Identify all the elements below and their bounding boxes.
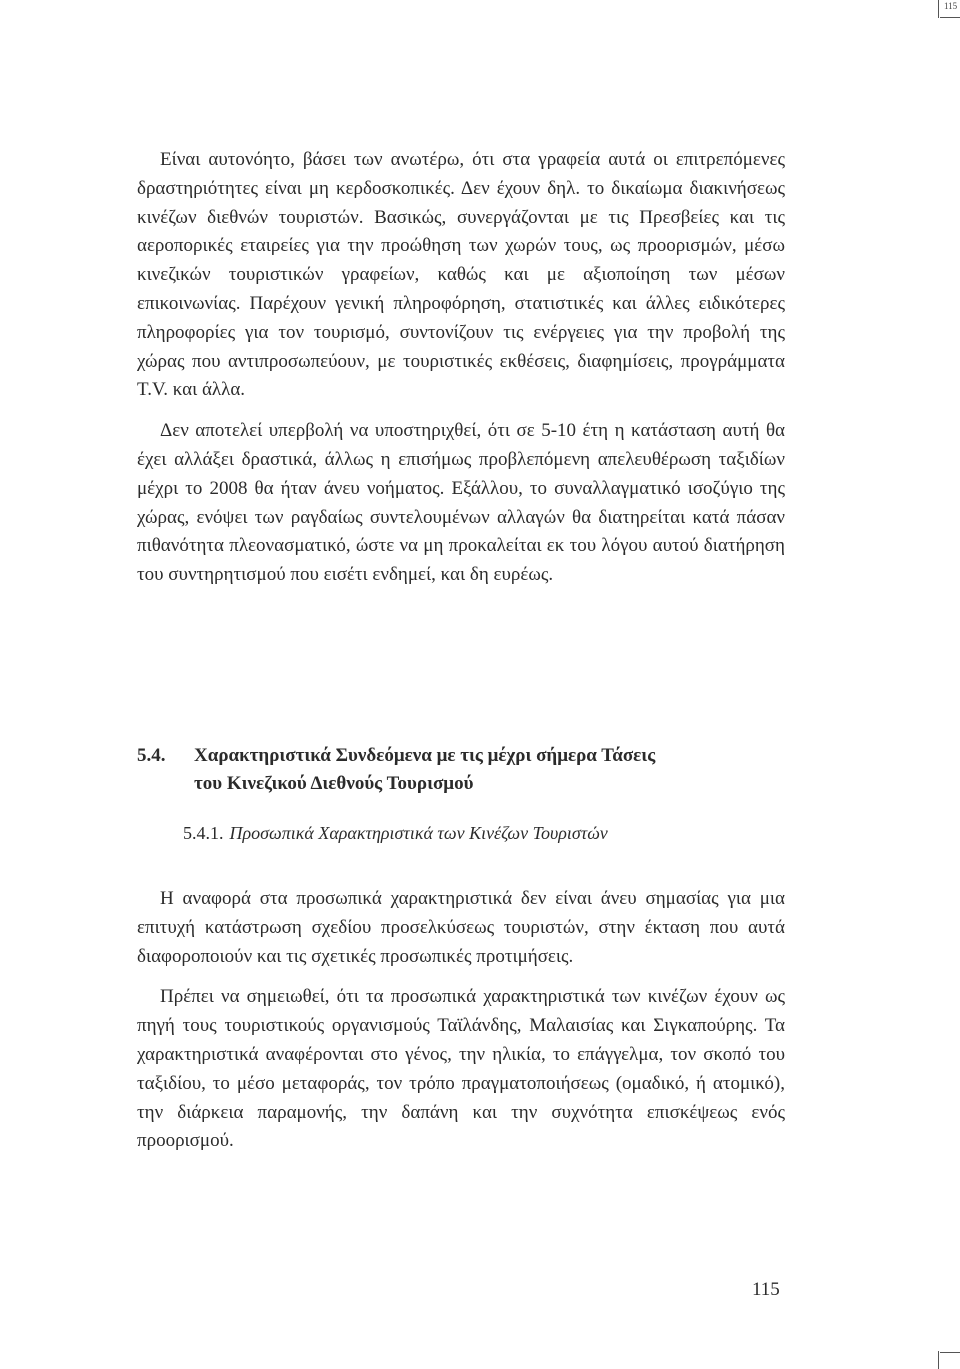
crop-mark-top-horizontal xyxy=(940,17,960,18)
section-title-line-1: Χαρακτηριστικά Συνδεόμενα με τις μέχρι σήμερα Τάσεις xyxy=(194,745,656,766)
section-title xyxy=(194,742,794,798)
body-text-top xyxy=(137,146,785,602)
subsection-title: Προσωπικά Χαρακτηριστικά των Κινέζων Τουριστών xyxy=(229,823,608,843)
crop-mark-bottom-horizontal xyxy=(940,1352,960,1353)
paragraph-2: Δεν αποτελεί υπερβολή να υποστηριχθεί, ότι σε 5-10 έτη η κατάσταση αυτή θα έχει αλλάξει δραστικά, άλλως η επισήμως προβλεπόμενη απελευθέρωση ταξιδίων μέχρι το 2008 θα ήταν άνευ νοήματος. Εξάλλου, το συναλλαγματικό ισοζύγιο της χώρας, ενόψει των ραγδαίως συντελουμένων αλλαγών θα διατηρείται κατά πάσαν πιθανότητα πλεονασματικό, ώστε να μη προκαλείται εκ του λόγου αυτού διατήρηση του συντηρητισμού που εισέτι ενδημεί, και δη ευρέως. xyxy=(137,420,785,586)
section-title-line-2: του Κινεζικού Διεθνούς Τουρισμού xyxy=(194,773,474,794)
page-number: 115 xyxy=(752,1279,780,1300)
paragraph-4: Πρέπει να σημειωθεί, ότι τα προσωπικά χαρακτηριστικά των κινέζων έχουν ως πηγή τους τουριστικούς οργανισμούς Ταϊλάνδης, Μαλαισίας και Σιγκαπούρης. Τα χαρακτηριστικά αναφέρονται στο γένος, την ηλικία, το επάγγελμα, τον σκοπό του ταξιδίου, το μέσο μεταφοράς, τον τρόπο πραγματοποιήσεως (ομαδικό, ή ατομικό), την διάρκεια παραμονής, την δαπάνη και την συχνότητα επισκέψεως ενός προορισμού. xyxy=(137,986,785,1152)
crop-mark-bottom-vertical xyxy=(938,1351,939,1369)
crop-mark-top-vertical xyxy=(938,0,939,18)
paragraph-1: Είναι αυτονόητο, βάσει των ανωτέρω, ότι στα γραφεία αυτά οι επιτρεπόμενες δραστηριότητες είναι μη κερδοσκοπικές. Δεν έχουν δηλ. το δικαίωμα διακινήσεως κινέζων διεθνών τουριστών. Βασικώς, συνεργάζονται με τις Πρεσβείες και τις αεροπορικές εταιρείες για την προώθηση των χωρών τους, ως προορισμών, μέσω κινεζικών τουριστικών γραφείων, καθώς και με αξιοποίηση των μέσων επικοινωνίας. Παρέχουν γενική πληροφόρηση, στατιστικές και άλλες ειδικότερες πληροφορίες για τον τουρισμό, συντονίζουν τις ενέργειες για την προβολή της χώρας που αντιπροσωπεύουν, με τουριστικές εκθέσεις, διαφημίσεις, προγράμματα T.V. και άλλα. xyxy=(137,149,785,401)
section-number: 5.4. xyxy=(137,745,166,766)
subsection-number: 5.4.1. xyxy=(183,823,224,843)
body-text-bottom xyxy=(137,885,785,1168)
corner-page-number: 115 xyxy=(944,1,958,11)
subsection-heading xyxy=(183,821,608,845)
paragraph-3: Η αναφορά στα προσωπικά χαρακτηριστικά δεν είναι άνευ σημασίας για μια επιτυχή κατάστρωση σχεδίου προσελκύσεως τουριστών, στην έκταση που αυτά διαφοροποιούν και τις σχετικές προσωπικές προτιμήσεις. xyxy=(137,888,785,967)
